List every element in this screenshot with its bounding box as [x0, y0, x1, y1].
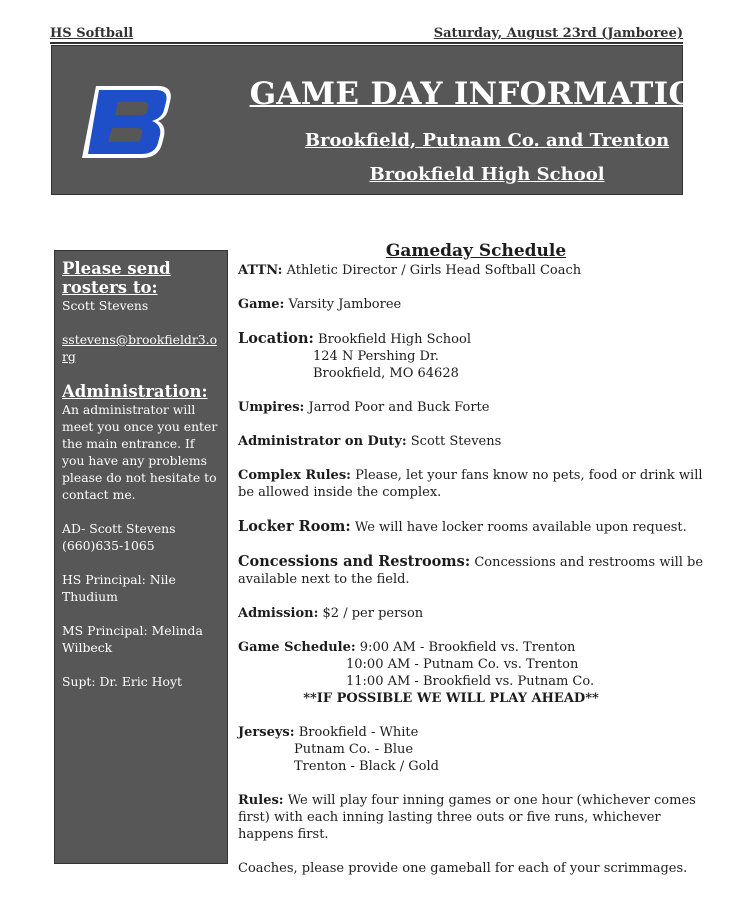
superintendent: Supt: Dr. Eric Hoyt: [62, 674, 182, 689]
location-line1: Brookfield High School: [318, 332, 471, 347]
admin-duty-value: Scott Stevens: [410, 434, 502, 449]
jerseys-label: Jerseys:: [238, 725, 295, 740]
attn-label: ATTN:: [238, 263, 283, 278]
brookfield-b-logo: [82, 84, 172, 160]
header-date: Saturday, August 23rd (Jamboree): [433, 26, 683, 41]
complex-rules-value: Please, let your fans know no pets, food or drink will be allowed inside the complex.: [238, 468, 703, 500]
concessions-line: [238, 553, 714, 588]
game-schedule-label: Game Schedule:: [238, 640, 356, 655]
attn-value: Athletic Director / Girls Head Softball Coach: [286, 263, 582, 278]
title-banner: [51, 45, 725, 195]
rules-label: Rules:: [238, 793, 284, 808]
umpires-line: [238, 399, 714, 416]
location-line: [238, 330, 714, 348]
jersey-1: Brookfield - White: [298, 725, 419, 740]
jersey-2: Putnam Co. - Blue: [294, 742, 414, 757]
admission-value: $2 / per person: [322, 606, 424, 621]
ms-principal: MS Principal: Melinda Wilbeck: [62, 623, 203, 655]
banner-venue: Brookfield High School: [369, 164, 605, 185]
locker-room-line: [238, 518, 714, 536]
attn-line: [238, 262, 714, 279]
location-line2: 124 N Pershing Dr.: [313, 349, 439, 364]
banner-title: GAME DAY INFORMATION: [249, 76, 725, 112]
hs-principal: HS Principal: Nile Thudium: [62, 572, 176, 604]
umpires-value: Jarrod Poor and Buck Forte: [308, 400, 490, 415]
location-line3: Brookfield, MO 64628: [313, 366, 459, 381]
rules-line: [238, 792, 714, 843]
rosters-heading: Please send rosters to:: [62, 259, 171, 297]
game-label: Game:: [238, 297, 285, 312]
rules-value: We will play four inning games or one hour (whichever comes first) with each inning lasting three outs or five runs, whichever happens first.: [238, 793, 696, 842]
gameday-schedule: [238, 240, 714, 877]
umpires-label: Umpires:: [238, 400, 305, 415]
game-line: [238, 296, 714, 313]
closing-note: Coaches, please provide one gameball for each of your scrimmages.: [238, 861, 688, 876]
admission-line: [238, 605, 714, 622]
admission-label: Admission:: [238, 606, 319, 621]
locker-room-label: Locker Room:: [238, 518, 351, 535]
locker-room-value: We will have locker rooms available upon request.: [354, 520, 687, 535]
complex-rules-line: [238, 467, 714, 501]
schedule-game-2: 10:00 AM - Putnam Co. vs. Trenton: [346, 657, 579, 672]
rosters-name: Scott Stevens: [62, 298, 149, 313]
administration-text: An administrator will meet you once you enter the main entrance. If you have any problems please do not hesitate to contact me.: [62, 402, 218, 502]
jersey-3: Trenton - Black / Gold: [294, 759, 439, 774]
schedule-game-1: 9:00 AM - Brookfield vs. Trenton: [359, 640, 576, 655]
complex-rules-label: Complex Rules:: [238, 468, 351, 483]
ad-phone: (660)635-1065: [62, 538, 155, 553]
banner-teams: Brookfield, Putnam Co. and Trenton: [304, 130, 670, 151]
administration-heading: Administration:: [62, 382, 208, 401]
concessions-label: Concessions and Restrooms:: [238, 553, 471, 570]
jerseys-line: [238, 724, 714, 741]
admin-duty-label: Administrator on Duty:: [238, 434, 407, 449]
top-header-line: [50, 26, 683, 44]
contact-sidebar: [54, 250, 228, 864]
rosters-email-link[interactable]: sstevens@brookfieldr3.org: [62, 332, 218, 364]
game-value: Varsity Jamboree: [288, 297, 402, 312]
play-ahead-note: **IF POSSIBLE WE WILL PLAY AHEAD**: [303, 691, 599, 706]
header-sport: HS Softball: [50, 26, 134, 41]
location-label: Location:: [238, 330, 314, 347]
ad-name: AD- Scott Stevens: [62, 521, 176, 536]
schedule-heading: Gameday Schedule: [385, 241, 567, 261]
concessions-value: Concessions and restrooms will be available next to the field.: [238, 555, 704, 587]
schedule-game-3: 11:00 AM - Brookfield vs. Putnam Co.: [346, 674, 595, 689]
admin-duty-line: [238, 433, 714, 450]
game-schedule-line: [238, 639, 714, 656]
